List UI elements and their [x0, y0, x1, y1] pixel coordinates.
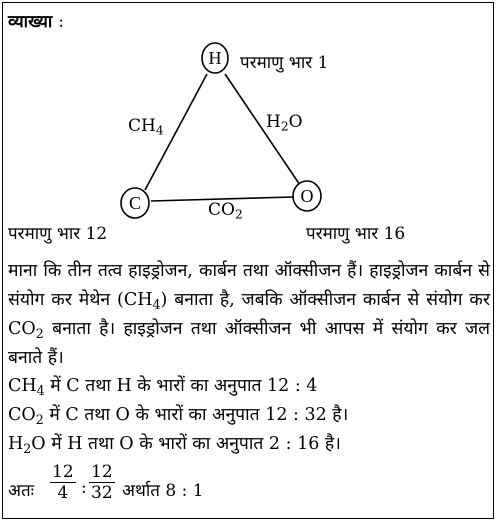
- hydrogen-symbol: H: [208, 48, 222, 68]
- paragraph-sub-1: 4: [152, 296, 161, 312]
- ratio-1-sub: 4: [36, 382, 45, 398]
- conclusion-fraction-2: [89, 462, 115, 503]
- h2o-subscript: 2: [280, 119, 289, 134]
- co2-bond-label: [208, 200, 243, 220]
- heading-colon: :: [58, 12, 65, 32]
- paragraph-sub-2: 2: [35, 325, 44, 341]
- ratio-2-sub: 2: [35, 411, 44, 427]
- ratio-1-formula: CH: [8, 376, 37, 396]
- ch4-bond-label: [128, 116, 164, 136]
- fraction-1-numerator: 12: [52, 462, 74, 482]
- atomic-triangle-diagram: [0, 0, 500, 250]
- oxygen-mass-label: परमाणु भार 16: [306, 224, 406, 244]
- fraction-2-numerator: 12: [91, 462, 113, 482]
- conclusion-separator: :: [81, 478, 87, 498]
- heading-title: व्याख्या: [8, 12, 53, 32]
- co2-subscript: 2: [234, 207, 243, 222]
- ratio-2-text: में C तथा O के भारों का अनुपात 12 : 32 है।: [43, 405, 349, 425]
- explanation-paragraph: [8, 257, 490, 373]
- ratio-3-sub: 2: [23, 440, 32, 456]
- paragraph-part-1: माना कि तीन तत्व हाइड्रोजन, कार्बन तथा ऑक्सीजन हैं। हाइड्रोजन कार्बन से संयोग कर मेथेन (CH: [8, 261, 490, 310]
- ratio-line-h2o: [8, 431, 341, 455]
- ratio-2-formula: CO: [8, 405, 36, 425]
- h2o-pre: H: [266, 112, 281, 132]
- conclusion-suffix: अर्थात 8 : 1: [122, 481, 204, 501]
- carbon-mass-label: परमाणु भार 12: [8, 224, 108, 244]
- ch4-base: CH: [128, 116, 156, 136]
- paragraph-part-2: ) बनाता है, जबकि ऑक्सीजन कार्बन से संयोग कर CO: [8, 290, 490, 339]
- fraction-2-denominator: 32: [91, 483, 113, 503]
- h2o-bond-label: [266, 112, 303, 132]
- carbon-symbol: C: [128, 193, 142, 213]
- fraction-1-denominator: 4: [57, 483, 69, 503]
- ratio-3-formula: H: [8, 434, 24, 454]
- ratio-line-ch4: [8, 373, 317, 397]
- h2o-post: O: [288, 112, 303, 132]
- ch4-subscript: 4: [155, 123, 164, 138]
- conclusion-prefix: अतः: [8, 481, 35, 501]
- ratio-1-text: में C तथा H के भारों का अनुपात 12 : 4: [44, 376, 318, 396]
- conclusion-fraction-1: [50, 462, 76, 503]
- co2-base: CO: [208, 200, 235, 220]
- paragraph-part-3: बनाता है। हाइड्रोजन तथा ऑक्सीजन भी आपस में संयोग कर जल बनाते हैं।: [8, 319, 490, 368]
- ratio-line-co2: [8, 402, 348, 426]
- ratio-3-text: O में H तथा O के भारों का अनुपात 2 : 16 है।: [31, 434, 341, 454]
- hydrogen-mass-label: परमाणु भार 1: [240, 53, 329, 73]
- oxygen-symbol: O: [300, 186, 314, 206]
